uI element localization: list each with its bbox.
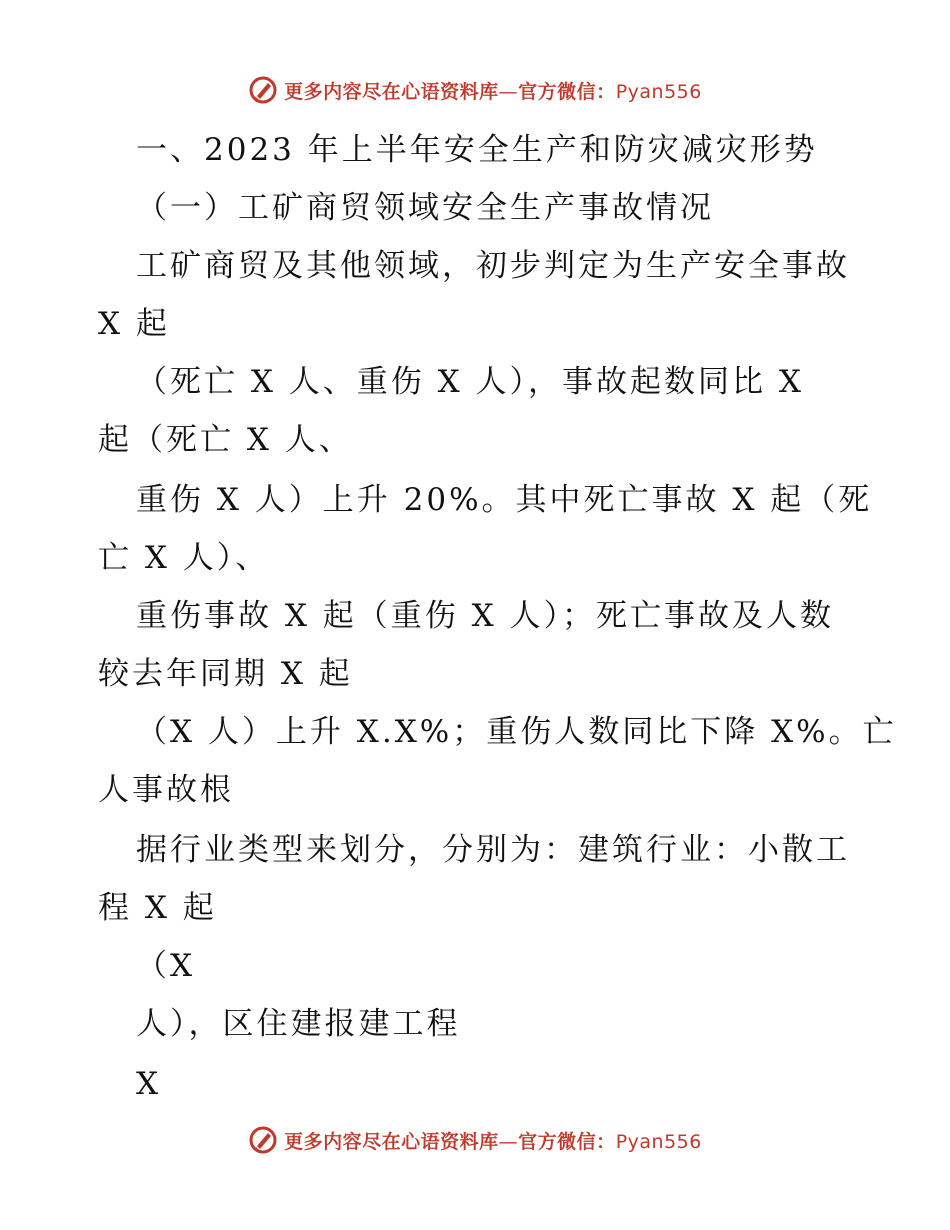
paragraph-line: 重伤 X 人）上升 20%。其中死亡事故 X 起（死 [136,482,873,518]
banner-separator: — [498,1130,519,1153]
subsection-heading: （一）工矿商贸领域安全生产事故情况 [136,190,714,226]
banner-site-text: 更多内容尽在心语资料库 [284,80,499,103]
paragraph-line: 亡 X 人）、 [98,540,270,576]
paragraph-line: （死亡 X 人、重伤 X 人），事故起数同比 X [136,364,804,400]
banner-wechat-label: 官方微信： [518,1130,616,1153]
banner-wechat-id: Pyan556 [615,80,702,103]
paragraph-line: 起（死亡 X 人、 [98,422,353,458]
paragraph-line: 据行业类型来划分，分别为：建筑行业：小散工 [136,832,850,868]
paragraph-line: X [136,1066,162,1102]
paragraph-line: 重伤事故 X 起（重伤 X 人）；死亡事故及人数 [136,598,835,634]
banner-text [284,77,702,104]
paragraph-line: 人），区住建报建工程 [136,1006,461,1042]
paragraph-line: 较去年同期 X 起 [98,656,353,692]
pen-logo-icon [248,1125,278,1155]
banner-site-text: 更多内容尽在心语资料库 [284,1130,499,1153]
paragraph-line: 程 X 起 [98,890,217,926]
paragraph-line: （X [136,948,196,984]
paragraph-line: X 起 [98,306,170,342]
pen-logo-icon [248,75,278,105]
header-watermark-banner [0,70,950,110]
paragraph-line: （X 人）上升 X.X%；重伤人数同比下降 X%。亡 [136,714,897,750]
banner-text [284,1127,702,1154]
paragraph-line: 人事故根 [98,772,234,808]
banner-wechat-id: Pyan556 [615,1130,702,1153]
section-heading: 一、2023 年上半年安全生产和防灾减灾形势 [136,132,818,168]
banner-separator: — [498,80,519,103]
banner-wechat-label: 官方微信： [518,80,616,103]
paragraph-line: 工矿商贸及其他领域，初步判定为生产安全事故 [136,248,850,284]
footer-watermark-banner [0,1120,950,1160]
